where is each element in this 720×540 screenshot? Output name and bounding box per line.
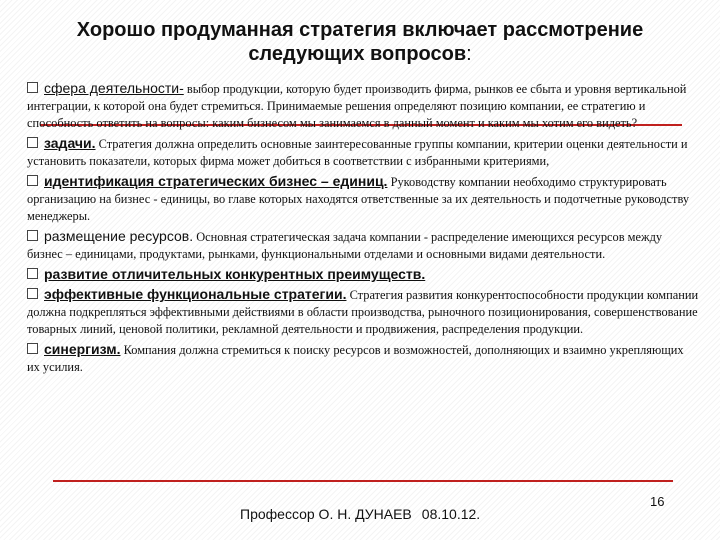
slide-title-text: Хорошо продуманная стратегия включает рассмотрение следующих вопросов [76, 19, 644, 65]
list-item-advantages [27, 266, 699, 284]
item-term: эффективные функциональные стратегии. [44, 286, 347, 302]
item-term: сфера деятельности- [44, 80, 184, 96]
footer-author: Профессор О. Н. ДУНАЕВ [240, 506, 412, 522]
list-item-functional-strategies [27, 286, 699, 338]
hollow-square-bullet-icon [27, 343, 38, 354]
item-text: Руководству компании необходимо структурировать организацию на бизнес - единицы, во главе которых находятся ответственные за их деятельность и подотчетные руководству менеджеры. [27, 175, 690, 223]
slide-title [60, 18, 660, 66]
item-text: выбор продукции, которую будет производить фирма, рынков ее сбыта и уровня вертикальной интеграции, к которой она будет стремиться. Принимаемые решения определяют позицию компании, ее стратегию и способность ответить на вопросы: каким бизнесом мы занимаемся в данный момент и каким мы хотим его видеть? [27, 82, 687, 130]
item-term: размещение ресурсов. [44, 228, 194, 244]
list-item-synergy [27, 341, 699, 376]
list-item-resources [27, 228, 699, 263]
list-item-business-units [27, 173, 699, 225]
hollow-square-bullet-icon [27, 268, 38, 279]
hollow-square-bullet-icon [27, 175, 38, 186]
hollow-square-bullet-icon [27, 82, 38, 93]
slide-footer [240, 506, 480, 522]
hollow-square-bullet-icon [27, 288, 38, 299]
item-term: синергизм. [44, 341, 121, 357]
item-text: Компания должна стремиться к поиску ресурсов и возможностей, дополняющих и взаимно укрепляющих их усилия. [27, 343, 684, 374]
hollow-square-bullet-icon [27, 230, 38, 241]
item-text: Основная стратегическая задача компании - распределение имеющихся ресурсов между бизнес – единицами, продуктами, рынками, функциональными отделами и основными видами деятельности. [27, 230, 663, 261]
slide-content [27, 80, 699, 379]
list-item-scope [27, 80, 699, 132]
list-item-tasks [27, 135, 699, 170]
hollow-square-bullet-icon [27, 137, 38, 148]
item-term: идентификация стратегических бизнес – единиц. [44, 173, 388, 189]
item-term: задачи. [44, 135, 96, 151]
slide-title-colon: : [466, 43, 472, 65]
footer-date: 08.10.12. [421, 506, 481, 522]
page-number: 16 [650, 494, 665, 509]
item-text: Стратегия развития конкурентоспособности продукции компании должна подкрепляться эффективными действиями в области производства, рыночного позиционирования, совершенствование товарных линий, ценовой политики, рекламной деятельности и продвижения, распределения продукции. [27, 288, 699, 336]
footer-divider [53, 480, 673, 482]
item-term: развитие отличительных конкурентных преимуществ. [44, 266, 426, 282]
item-text: Стратегия должна определить основные заинтересованные группы компании, критерии оценки деятельности и установить показатели, которых фирма может добиться в соответствии с избранными критериями, [27, 137, 688, 168]
